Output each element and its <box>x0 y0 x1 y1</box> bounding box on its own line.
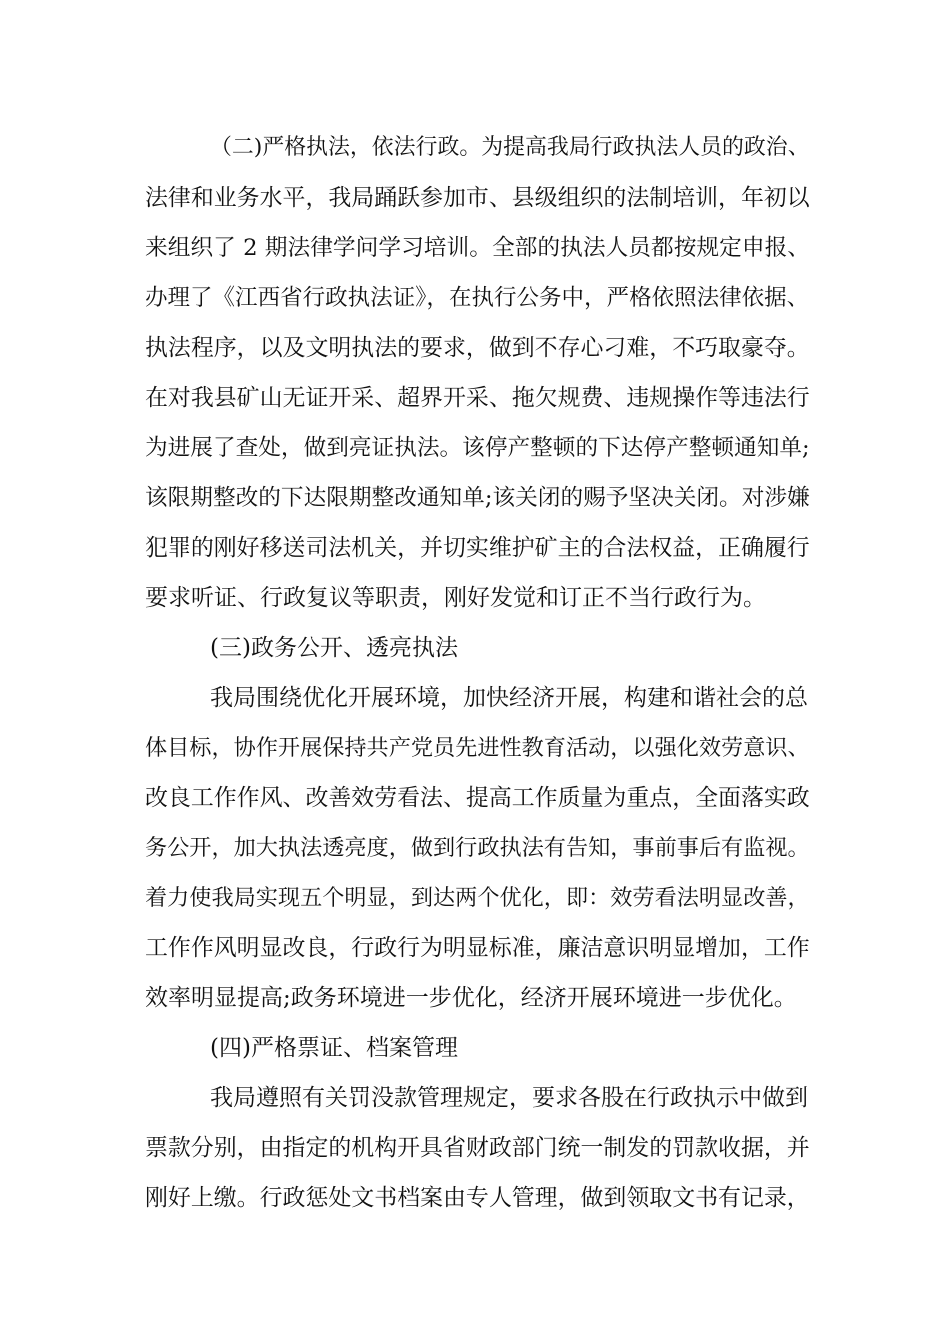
paragraph-line: 改良工作作风、改善效劳看法、提高工作质量为重点，全面落实政 <box>145 785 810 811</box>
paragraph-line: 法律和业务水平，我局踊跃参加市、县级组织的法制培训，年初以 <box>145 185 810 211</box>
paragraph-line: 票款分别，由指定的机构开具省财政部门统一制发的罚款收据，并 <box>145 1135 810 1161</box>
paragraph-line: 要求听证、行政复议等职责，刚好发觉和订正不当行政行为。 <box>145 585 766 611</box>
paragraph-line: 办理了《江西省行政执法证》，在执行公务中，严格依照法律依据、 <box>145 285 810 311</box>
paragraph-line: 着力使我局实现五个明显，到达两个优化，即：效劳看法明显改善， <box>145 885 810 911</box>
paragraph-line: 该限期整改的下达限期整改通知单;该关闭的赐予坚决关闭。对涉嫌 <box>145 485 810 511</box>
section-heading: (四)严格票证、档案管理 <box>210 1035 458 1061</box>
paragraph-line: 我局围绕优化开展环境，加快经济开展，构建和谐社会的总 <box>210 685 808 711</box>
paragraph-line: 效率明显提高;政务环境进一步优化，经济开展环境进一步优化。 <box>145 985 797 1011</box>
paragraph-line: 来组织了 2 期法律学问学习培训。全部的执法人员都按规定申报、 <box>145 235 811 261</box>
paragraph-line: 执法程序，以及文明执法的要求，做到不存心刁难，不巧取豪夺。 <box>145 335 810 361</box>
paragraph-line: 体目标，协作开展保持共产党员先进性教育活动，以强化效劳意识、 <box>145 735 810 761</box>
paragraph-line: 刚好上缴。行政惩处文书档案由专人管理，做到领取文书有记录， <box>145 1185 810 1211</box>
paragraph-line: 在对我县矿山无证开采、超界开采、拖欠规费、违规操作等违法行 <box>145 385 810 411</box>
paragraph-line: （二)严格执法，依法行政。为提高我局行政执法人员的政治、 <box>210 135 810 160</box>
paragraph-line: 为进展了查处，做到亮证执法。该停产整顿的下达停产整顿通知单; <box>145 435 810 461</box>
section-heading: (三)政务公开、透亮执法 <box>210 635 458 661</box>
paragraph-line: 犯罪的刚好移送司法机关，并切实维护矿主的合法权益，正确履行 <box>145 535 810 561</box>
paragraph-line: 我局遵照有关罚没款管理规定，要求各股在行政执示中做到 <box>210 1085 808 1111</box>
paragraph-line: 务公开，加大执法透亮度，做到行政执法有告知，事前事后有监视。 <box>145 835 810 861</box>
paragraph-line: 工作作风明显改良，行政行为明显标准，廉洁意识明显增加，工作 <box>145 935 810 961</box>
